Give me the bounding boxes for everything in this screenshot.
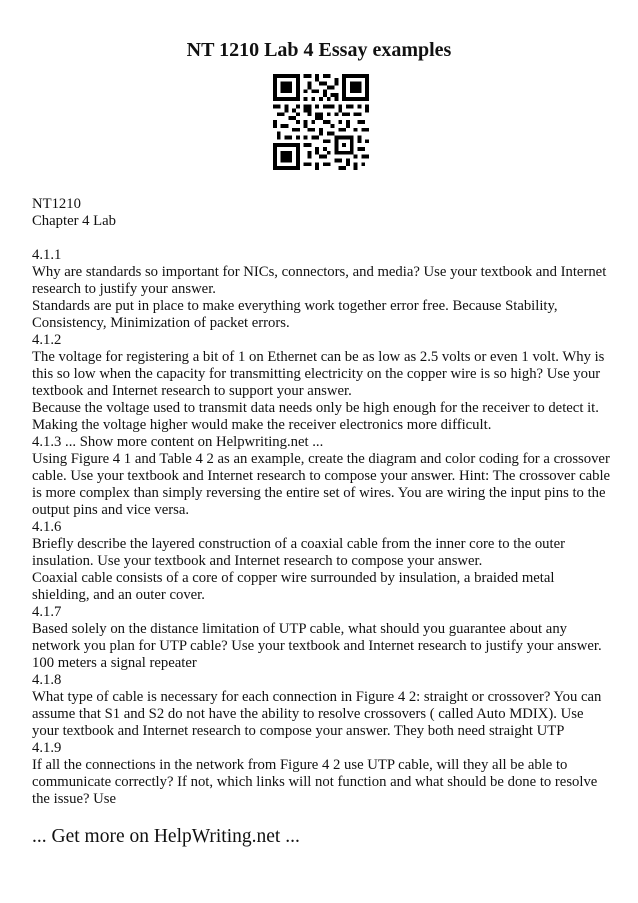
section-heading: 4.1.9 bbox=[32, 740, 62, 756]
page-title: NT 1210 Lab 4 Essay examples bbox=[186, 39, 452, 61]
section-heading: 4.1.2 bbox=[32, 332, 62, 348]
question-text: The voltage for registering a bit of 1 on Ethernet can be as low as 2.5 volts or even 1 volt. Why is this so low when the capacity for transmitting electricity on the copper wire is so high? Use your textbook and Internet research to support your answer. bbox=[32, 349, 605, 399]
show-more-line: 4.1.3 ... Show more content on Helpwriting.net ... bbox=[32, 434, 324, 450]
question-text: What type of cable is necessary for each connection in Figure 4 2: straight or crossover? You can assume that S1 and S2 do not have the ability to resolve crossovers ( called Auto MDIX). Use your textbook and Internet research to compose your answer. They both need straight UTP bbox=[32, 689, 602, 739]
section-heading: 4.1.6 bbox=[32, 519, 62, 535]
answer-text: Standards are put in place to make everything work together error free. Because Stability, Consistency, Minimization of packet errors. bbox=[32, 298, 558, 331]
question-text: Based solely on the distance limitation of UTP cable, what should you guarantee about any network you plan for UTP cable? Use your textbook and Internet research to justify your answer. bbox=[32, 621, 602, 654]
question-text: If all the connections in the network from Figure 4 2 use UTP cable, will they all be able to communicate correctly? If not, which links will not function and what should be done to resolve the issue? Use bbox=[32, 757, 598, 807]
question-text: Briefly describe the layered construction of a coaxial cable from the inner core to the outer insulation. Use your textbook and Internet research to compose your answer. bbox=[32, 536, 566, 569]
question-text: Why are standards so important for NICs, connectors, and media? Use your textbook and Internet research to justify your answer. bbox=[32, 264, 607, 297]
section-heading: 4.1.8 bbox=[32, 672, 62, 688]
qr-code-icon bbox=[273, 74, 369, 170]
question-text: Using Figure 4 1 and Table 4 2 as an example, create the diagram and color coding for a crossover cable. Use your textbook and Internet research to compose your answer. Hint: The crossover cable is more complex than simply reversing the entire set of wires. You are wiring the input pins to the output pins and vice versa. bbox=[32, 451, 611, 518]
answer-text: Because the voltage used to transmit data needs only be high enough for the receiver to detect it. Making the voltage higher would make the receiver electronics more difficult. bbox=[32, 400, 599, 433]
get-more-link[interactable]: ... Get more on HelpWriting.net ... bbox=[32, 826, 300, 847]
section-heading: 4.1.1 bbox=[32, 247, 62, 263]
essay-body bbox=[32, 196, 614, 808]
course-code: NT1210 bbox=[32, 196, 81, 212]
section-heading: 4.1.7 bbox=[32, 604, 62, 620]
chapter-label: Chapter 4 Lab bbox=[32, 213, 117, 229]
answer-text: Coaxial cable consists of a core of copper wire surrounded by insulation, a braided metal shielding, and an outer cover. bbox=[32, 570, 555, 603]
spacer bbox=[32, 230, 614, 247]
answer-text: 100 meters a signal repeater bbox=[32, 655, 197, 671]
